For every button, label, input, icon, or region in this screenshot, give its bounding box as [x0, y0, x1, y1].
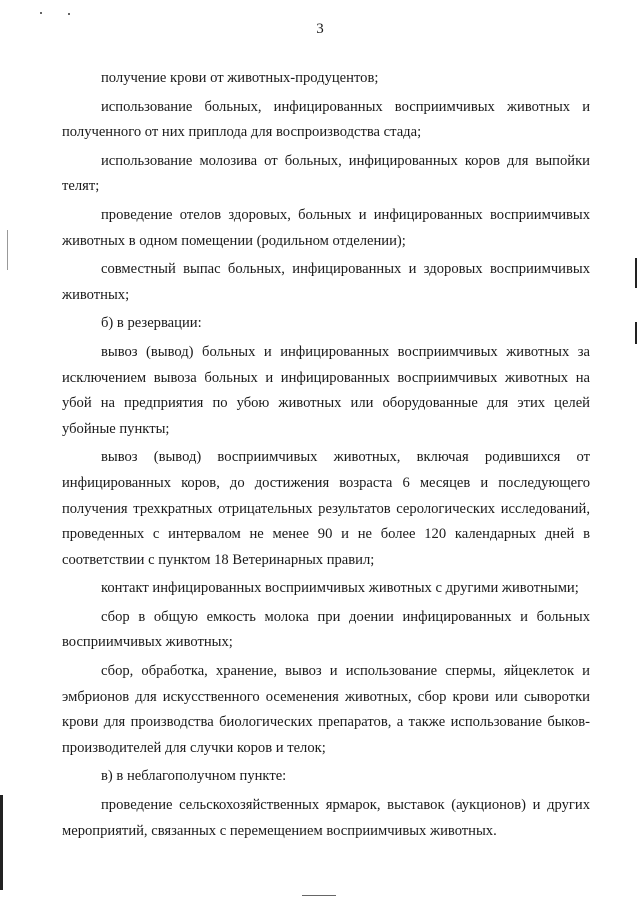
scan-dot-top-left-1 [40, 12, 42, 14]
section-heading-unfavorable-point: в) в неблагополучном пункте: [101, 768, 287, 785]
paragraph: контакт инфицированных восприимчивых животных с другими животными; [101, 580, 579, 597]
document-body [62, 66, 590, 847]
page-number: 3 [316, 21, 324, 37]
scan-dot-top-left-2 [68, 13, 70, 15]
paragraph: сбор, обработка, хранение, вывоз и использование спермы, яйцеклеток и эмбрионов для искусственного осеменения животных, сбор крови или сыворотки крови для производства биологических препаратов, а также использование быков-производителей для случки коров и телок; [62, 663, 590, 756]
paragraph: вывоз (вывод) больных и инфицированных восприимчивых животных за исключением вывоза больных и инфицированных восприимчивых животных на убой на предприятия по убою животных или оборудованные для этих целей убойные пункты; [62, 343, 590, 437]
paragraph: использование больных, инфицированных восприимчивых животных и полученного от них приплода для воспроизводства стада; [62, 98, 590, 141]
paragraph: проведение отелов здоровых, больных и инфицированных восприимчивых животных в одном помещении (родильном отделении); [62, 206, 590, 249]
paragraph: использование молозива от больных, инфицированных коров для выпойки телят; [62, 152, 590, 195]
scan-mark-left-faint [7, 230, 8, 270]
scan-mark-bottom [302, 895, 336, 896]
scan-mark-right-upper [635, 258, 637, 288]
paragraph: вывоз (вывод) восприимчивых животных, включая родившихся от инфицированных коров, до достижения возраста 6 месяцев и последующего получения трехкратных отрицательных результатов серологических исследований, проведенных с интервалом не менее 90 и не более 120 календарных дней в соответствии с пунктом 18 Ветеринарных правил; [62, 449, 590, 568]
paragraph: получение крови от животных-продуцентов; [101, 70, 379, 86]
scan-mark-left-edge [0, 795, 3, 890]
scan-mark-right-lower [635, 322, 637, 344]
paragraph: проведение сельскохозяйственных ярмарок, выставок (аукционов) и других мероприятий, связанных с перемещением восприимчивых животных. [62, 797, 590, 839]
paragraph: сбор в общую емкость молока при доении инфицированных и больных восприимчивых животных; [62, 608, 590, 651]
section-heading-reservation: б) в резервации: [101, 315, 202, 332]
paragraph: совместный выпас больных, инфицированных и здоровых восприимчивых животных; [62, 261, 590, 303]
